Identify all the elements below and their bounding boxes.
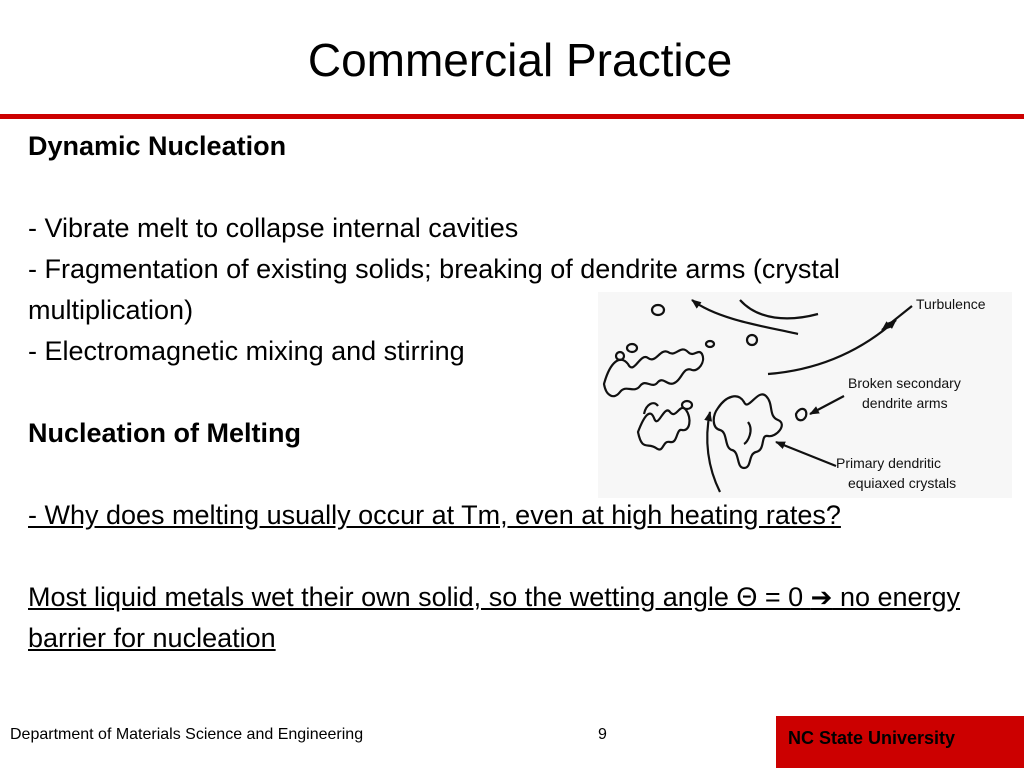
label-turbulence: Turbulence [916, 296, 986, 312]
label-equiaxed-crystals: equiaxed crystals [848, 475, 957, 491]
title-divider [0, 114, 1024, 119]
melting-question: - Why does melting usually occur at Tm, even at high heating rates? [28, 500, 841, 530]
dynamic-nucleation-heading: Dynamic Nucleation [28, 131, 287, 161]
dendrite-stem [644, 403, 658, 414]
dendrite-primary [714, 394, 782, 468]
dendrite-fragmentation-diagram [598, 292, 1012, 498]
bullet-electromagnetic: - Electromagnetic mixing and stirring [28, 336, 465, 366]
label-broken-secondary: Broken secondary [848, 375, 961, 391]
turbulence-arc [740, 300, 818, 318]
fragment-ring [627, 344, 637, 352]
spacer [28, 536, 978, 577]
diagram-svg [598, 292, 1012, 498]
broken-arm [796, 409, 806, 420]
right-arrow-icon: ➔ [810, 582, 833, 612]
dendrite-arm [744, 422, 751, 444]
label-primary-dendritic: Primary dendritic [836, 455, 942, 471]
answer-text-start: Most liquid metals wet their own solid, so the wetting angle Θ = 0 [28, 582, 811, 612]
spacer [28, 167, 978, 208]
slide-title: Commercial Practice [307, 34, 733, 86]
footer-department: Department of Materials Science and Engineering [10, 726, 364, 743]
pointer-turbulence [882, 306, 912, 330]
answer-text-end: no energy barrier for nucleation [28, 582, 961, 653]
page-number: 9 [598, 726, 607, 743]
pointer-primary [776, 442, 836, 466]
dendrite-left [604, 349, 703, 396]
nucleation-of-melting-heading: Nucleation of Melting [28, 418, 301, 448]
university-badge [776, 716, 1024, 768]
bullet-vibrate-melt: - Vibrate melt to collapse internal cavities [28, 213, 519, 243]
fragment-ring [706, 341, 714, 347]
fragment-ring [652, 305, 664, 315]
label-dendrite-arms: dendrite arms [862, 395, 948, 411]
university-name: NC State University [788, 728, 956, 748]
dendrite-lower-left [638, 408, 689, 450]
pointer-broken-arms [810, 396, 844, 414]
melting-answer [28, 577, 978, 659]
bullet-fragmentation: - Fragmentation of existing solids; breaking of dendrite arms (crystal multiplication) [28, 254, 840, 325]
turbulence-arrow-right [768, 320, 896, 374]
fragment-ring [747, 335, 757, 345]
